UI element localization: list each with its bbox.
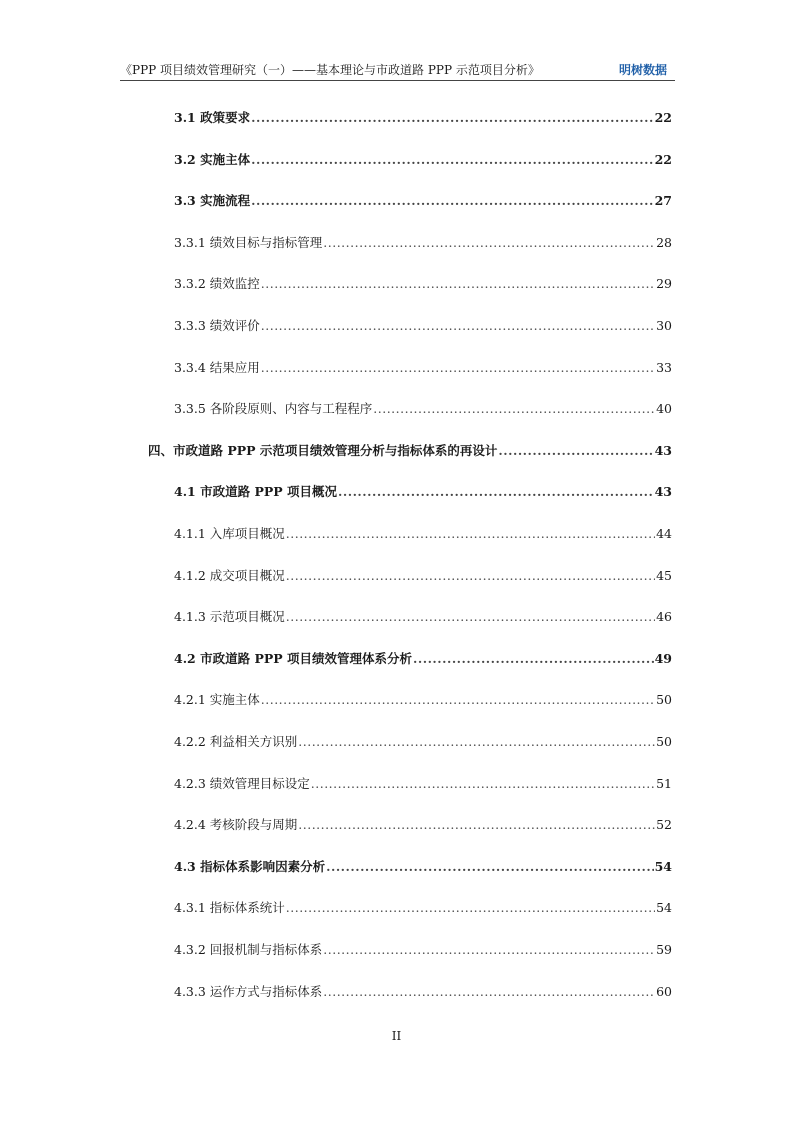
toc-entry-page: 29	[656, 276, 672, 291]
toc-entry-label: 3.3.3 绩效评价	[174, 318, 260, 333]
toc-leader-dots	[261, 360, 655, 375]
toc-entry[interactable]	[174, 191, 672, 211]
toc-entry-label: 3.3 实施流程	[174, 193, 251, 208]
toc-entry-page: 54	[656, 900, 672, 915]
running-header	[120, 58, 675, 81]
toc-entry-label: 3.2 实施主体	[174, 152, 251, 167]
toc-entry-page: 59	[656, 942, 672, 957]
toc-entry[interactable]	[174, 358, 672, 378]
toc-leader-dots	[298, 734, 655, 749]
toc-entry[interactable]	[174, 607, 672, 627]
toc-entry-page: 54	[654, 859, 672, 874]
toc-entry[interactable]	[174, 940, 672, 960]
toc-entry[interactable]	[174, 524, 672, 544]
toc-leader-dots	[338, 484, 654, 499]
toc-entry-page: 28	[656, 235, 672, 250]
toc-leader-dots	[326, 859, 653, 874]
toc-entry-label: 3.3.5 各阶段原则、内容与工程程序	[174, 401, 373, 416]
toc-leader-dots	[286, 568, 655, 583]
toc-entry[interactable]	[148, 441, 672, 461]
toc-leader-dots	[323, 984, 655, 999]
toc-entry-page: 27	[654, 193, 672, 208]
toc-entry-label: 3.1 政策要求	[174, 110, 251, 125]
toc-entry[interactable]	[174, 649, 672, 669]
toc-entry[interactable]	[174, 774, 672, 794]
toc-leader-dots	[498, 443, 653, 458]
toc-entry-label: 4.2.3 绩效管理目标设定	[174, 776, 310, 791]
toc-entry-label: 4.2 市政道路 PPP 项目绩效管理体系分析	[174, 651, 413, 666]
toc-entry-page: 46	[656, 609, 672, 624]
toc-entry-label: 4.1.3 示范项目概况	[174, 609, 285, 624]
toc-entry[interactable]	[174, 732, 672, 752]
toc-entry-page: 50	[656, 692, 672, 707]
toc-entry-label: 4.2.1 实施主体	[174, 692, 260, 707]
header-brand: 明树数据	[618, 63, 667, 77]
toc-leader-dots	[373, 401, 655, 416]
toc-entry[interactable]	[174, 316, 672, 336]
toc-entry[interactable]	[174, 108, 672, 128]
toc-entry-page: 60	[656, 984, 672, 999]
toc-leader-dots	[323, 942, 655, 957]
toc-entry-label: 4.1.2 成交项目概况	[174, 568, 285, 583]
toc-entry-label: 4.3.3 运作方式与指标体系	[174, 984, 323, 999]
toc-entry-page: 22	[654, 110, 672, 125]
toc-entry[interactable]	[174, 566, 672, 586]
toc-leader-dots	[298, 817, 655, 832]
toc-entry[interactable]	[174, 690, 672, 710]
toc-entry[interactable]	[174, 399, 672, 419]
toc-entry-page: 33	[656, 360, 672, 375]
toc-entry-label: 4.1 市政道路 PPP 项目概况	[174, 484, 338, 499]
toc-entry-page: 43	[654, 484, 672, 499]
toc-leader-dots	[286, 900, 655, 915]
toc-entry-page: 40	[656, 401, 672, 416]
toc-entry[interactable]	[174, 898, 672, 918]
toc-entry[interactable]	[174, 150, 672, 170]
toc-entry[interactable]	[174, 815, 672, 835]
toc-entry-label: 3.3.4 结果应用	[174, 360, 260, 375]
toc-leader-dots	[251, 152, 653, 167]
toc-entry-label: 4.3 指标体系影响因素分析	[174, 859, 326, 874]
toc-leader-dots	[261, 318, 655, 333]
page-number: II	[391, 1029, 402, 1043]
toc-leader-dots	[413, 651, 654, 666]
toc-leader-dots	[261, 276, 655, 291]
toc-leader-dots	[286, 526, 655, 541]
header-title: 《PPP 项目绩效管理研究（一）——基本理论与市政道路 PPP 示范项目分析》	[120, 63, 540, 77]
toc-entry-label: 四、市政道路 PPP 示范项目绩效管理分析与指标体系的再设计	[148, 443, 498, 458]
toc-entry-label: 4.3.2 回报机制与指标体系	[174, 942, 323, 957]
toc-entry-page: 44	[656, 526, 672, 541]
toc-entry-page: 45	[656, 568, 672, 583]
toc-entry-page: 49	[654, 651, 672, 666]
toc-leader-dots	[261, 692, 655, 707]
toc-entry-page: 50	[656, 734, 672, 749]
toc-entry-label: 3.3.2 绩效监控	[174, 276, 260, 291]
toc-entry-page: 52	[656, 817, 672, 832]
toc-entry[interactable]	[174, 857, 672, 877]
toc-leader-dots	[251, 193, 653, 208]
toc-entry-label: 4.3.1 指标体系统计	[174, 900, 285, 915]
toc-entry-page: 22	[654, 152, 672, 167]
toc-entry[interactable]	[174, 482, 672, 502]
toc-entry-label: 4.1.1 入库项目概况	[174, 526, 285, 541]
toc-entry-page: 30	[656, 318, 672, 333]
toc-leader-dots	[323, 235, 655, 250]
toc-entry-page: 43	[654, 443, 672, 458]
toc-entry-label: 3.3.1 绩效目标与指标管理	[174, 235, 323, 250]
toc-leader-dots	[251, 110, 653, 125]
toc-entry[interactable]	[174, 982, 672, 1002]
toc-entry-label: 4.2.2 利益相关方识别	[174, 734, 298, 749]
toc-leader-dots	[311, 776, 655, 791]
toc-entry-page: 51	[656, 776, 672, 791]
toc-entry-label: 4.2.4 考核阶段与周期	[174, 817, 298, 832]
toc-leader-dots	[286, 609, 655, 624]
toc-entry[interactable]	[174, 274, 672, 294]
toc-entry[interactable]	[174, 233, 672, 253]
